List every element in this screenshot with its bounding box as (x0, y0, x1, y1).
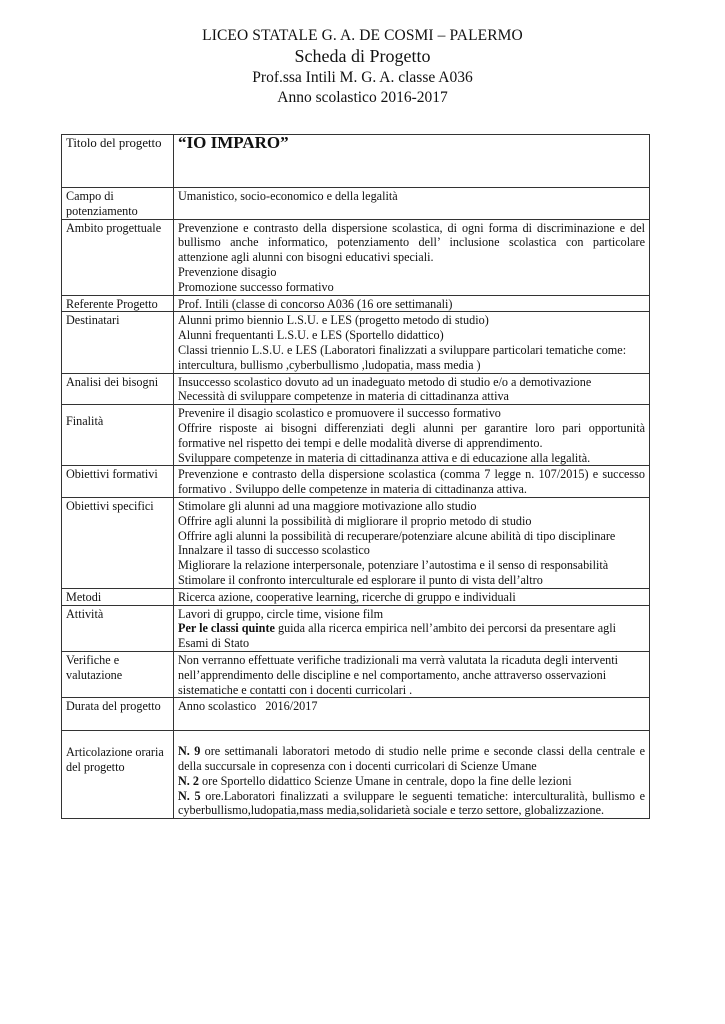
row-obiettivi-formativi (62, 466, 650, 498)
attivita-line (178, 621, 645, 651)
school-year: Anno scolastico 2016-2017 (277, 89, 448, 106)
value-durata: Anno scolastico 2016/2017 (174, 698, 650, 731)
attivita-line: Lavori di gruppo, circle time, visione film (178, 606, 384, 621)
label-campo: Campo di potenziamento (62, 188, 174, 220)
articolazione-bold: N. 2 (178, 773, 199, 788)
label-analisi: Analisi dei bisogni (62, 373, 174, 405)
analisi-line: Necessità di sviluppare competenze in materia di cittadinanza attiva (178, 389, 509, 404)
value-obiettivi-specifici (174, 497, 650, 588)
articolazione-bold: N. 9 (178, 744, 201, 759)
finalita-line: Offrire risposte ai bisogni differenziati degli alunni per garantire loro pari opportunità formative nel rispetto dei tempi e delle modalità diverse di apprendimento. (178, 420, 645, 450)
row-articolazione (62, 731, 650, 819)
row-ambito (62, 219, 650, 295)
destinatari-line: Classi triennio L.S.U. e LES (Laboratori finalizzati a sviluppare particolari tematiche come: intercultura, bullismo ,cyberbullismo ,ludopatia, mass media ) (178, 342, 627, 372)
articolazione-item (178, 774, 645, 789)
articolazione-item (178, 789, 645, 819)
attivita-bold: Per le classi quinte (178, 621, 275, 636)
obiettivo-line: Stimolare gli alunni ad una maggiore motivazione allo studio (178, 498, 477, 513)
label-ambito: Ambito progettuale (62, 219, 174, 295)
row-durata (62, 698, 650, 731)
label-finalita (62, 405, 174, 466)
value-titolo (174, 135, 650, 188)
row-verifiche (62, 651, 650, 697)
articolazione-item (178, 744, 645, 774)
ambito-line: Promozione successo formativo (178, 279, 334, 294)
value-destinatari (174, 312, 650, 373)
row-attivita (62, 605, 650, 651)
label-articolazione (62, 731, 174, 819)
label-obiettivi-formativi: Obiettivi formativi (62, 466, 174, 498)
value-analisi (174, 373, 650, 405)
value-campo: Umanistico, socio-economico e della legalità (174, 188, 650, 220)
label-titolo: Titolo del progetto (62, 135, 174, 188)
value-verifiche: Non verranno effettuate verifiche tradizionali ma verrà valutata la ricaduta degli interventi nell’apprendimento delle discipline e nel comportamento, anche attraverso osservazioni sistematiche e contatti con i docenti curricolari . (174, 651, 650, 697)
row-destinatari (62, 312, 650, 373)
analisi-line: Insuccesso scolastico dovuto ad un inadeguato metodo di studio e/o a demotivazione (178, 374, 592, 389)
label-referente: Referente Progetto (62, 295, 174, 312)
obiettivo-line: Migliorare la relazione interpersonale, potenziare l’autostima e il senso di responsabilità (178, 558, 609, 573)
school-name: LICEO STATALE G. A. DE COSMI – PALERMO (202, 27, 523, 44)
obiettivo-line: Innalzare il tasso di successo scolastico (178, 543, 370, 558)
articolazione-text: ore settimanali laboratori metodo di studio nelle prime e seconde classi della centrale e della succursale in copresenza con i docenti curricolari di Scienze Umane (178, 744, 645, 774)
attivita-rest: guida alla ricerca empirica nell’ambito dei percorsi da presentare agli Esami di Stato (178, 621, 617, 651)
value-referente: Prof. Intili (classe di concorso A036 (16 ore settimanali) (174, 295, 650, 312)
label-obiettivi-specifici: Obiettivi specifici (62, 497, 174, 588)
teacher-line: Prof.ssa Intili M. G. A. classe A036 (252, 69, 473, 86)
row-finalita (62, 405, 650, 466)
value-metodi: Ricerca azione, cooperative learning, ricerche di gruppo e individuali (174, 588, 650, 605)
ambito-line: Prevenzione disagio (178, 264, 277, 279)
articolazione-label-text: Articolazione oraria del progetto (66, 745, 164, 775)
project-title: “IO IMPARO” (178, 134, 289, 152)
articolazione-text: ore Sportello didattico Scienze Umane in centrale, dopo la fine delle lezioni (199, 773, 572, 788)
row-obiettivi-specifici (62, 497, 650, 588)
label-attivita: Attività (62, 605, 174, 651)
label-durata: Durata del progetto (62, 698, 174, 731)
value-ambito (174, 219, 650, 295)
value-attivita (174, 605, 650, 651)
obiettivo-line: Offrire agli alunni la possibilità di recuperare/potenziare alcune abilità di tipo disciplinare (178, 528, 616, 543)
project-table (61, 134, 650, 819)
ambito-line: Prevenzione e contrasto della dispersione scolastica, di ogni forma di discriminazione e del bullismo anche informatico, potenziamento dell’ inclusione scolastica con particolare attenzione agli alunni con bisogni educativi speciali. (178, 220, 645, 265)
destinatari-line: Alunni frequentanti L.S.U. e LES (Sportello didattico) (178, 328, 444, 343)
finalita-line: Sviluppare competenze in materia di cittadinanza attiva e di educazione alla legalità. (178, 450, 591, 465)
articolazione-bold: N. 5 (178, 788, 201, 803)
row-metodi (62, 588, 650, 605)
label-destinatari: Destinatari (62, 312, 174, 373)
document-title: Scheda di Progetto (294, 46, 431, 66)
row-titolo (62, 135, 650, 188)
obiettivo-line: Stimolare il confronto interculturale ed esplorare il punto di vista dell’altro (178, 572, 543, 587)
value-finalita (174, 405, 650, 466)
label-verifiche: Verifiche e valutazione (62, 651, 174, 697)
obiettivo-line: Offrire agli alunni la possibilità di migliorare il proprio metodo di studio (178, 513, 532, 528)
finalita-label-text: Finalità (66, 414, 104, 429)
value-obiettivi-formativi: Prevenzione e contrasto della dispersione scolastica (comma 7 legge n. 107/2015) e successo formativo . Sviluppo delle competenze in materia di cittadinanza attiva. (174, 466, 650, 498)
label-metodi: Metodi (62, 588, 174, 605)
articolazione-text: ore.Laboratori finalizzati a sviluppare le seguenti tematiche: interculturalità, bullismo e cyberbullismo,ludopatia,mass media,solidarietà sociale e terzo settore, globalizzazione. (178, 788, 645, 818)
row-campo (62, 188, 650, 220)
destinatari-line: Alunni primo biennio L.S.U. e LES (progetto metodo di studio) (178, 313, 489, 328)
row-analisi (62, 373, 650, 405)
finalita-line: Prevenire il disagio scolastico e promuovere il successo formativo (178, 406, 501, 421)
value-articolazione (174, 731, 650, 819)
row-referente (62, 295, 650, 312)
